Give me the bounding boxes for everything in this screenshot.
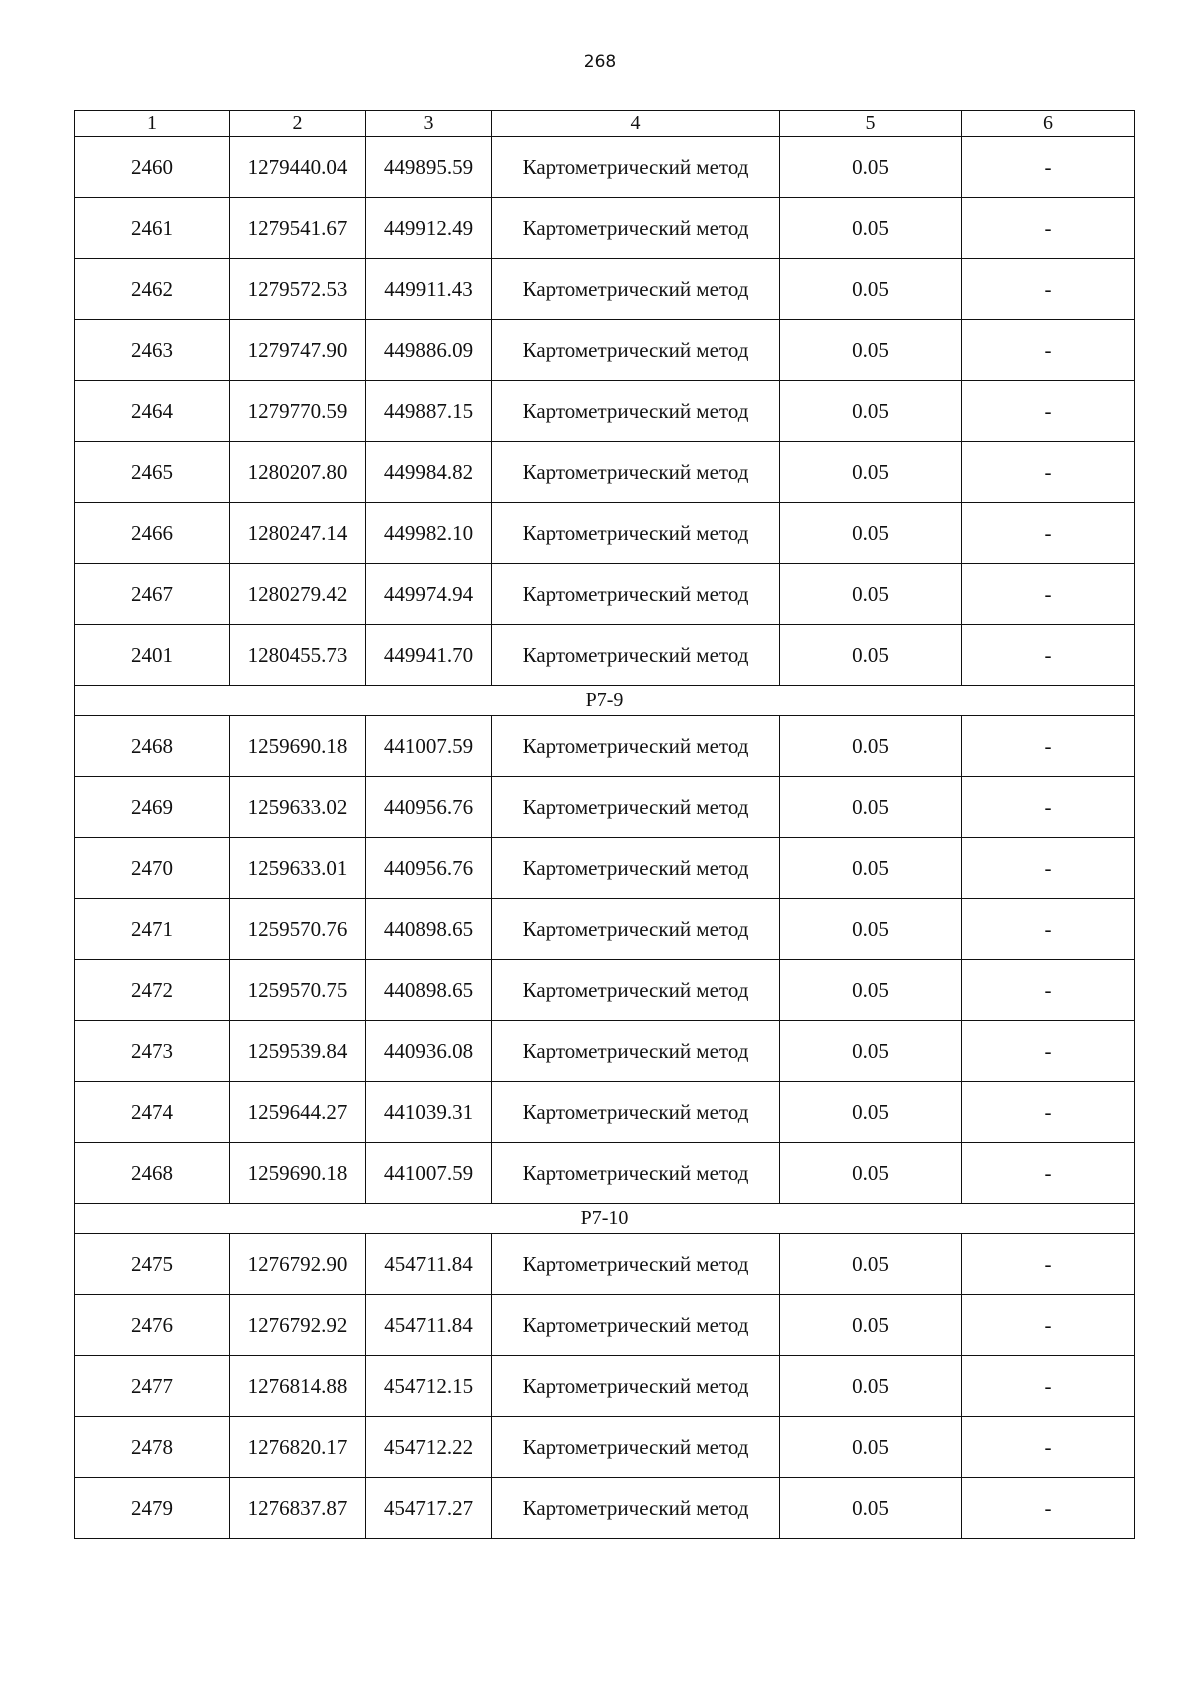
table-row — [75, 1021, 1135, 1082]
accuracy-cell: 0.05 — [780, 899, 962, 960]
column-header-2: 2 — [230, 111, 366, 137]
table-row — [75, 137, 1135, 198]
method-cell: Картометрический метод — [492, 259, 780, 320]
y-coordinate-cell: 449887.15 — [366, 381, 492, 442]
y-coordinate-cell: 449912.49 — [366, 198, 492, 259]
column-header-6: 6 — [962, 111, 1135, 137]
y-coordinate-cell: 440936.08 — [366, 1021, 492, 1082]
y-coordinate-cell: 449911.43 — [366, 259, 492, 320]
x-coordinate-cell: 1259570.76 — [230, 899, 366, 960]
accuracy-cell: 0.05 — [780, 137, 962, 198]
note-cell: - — [962, 1417, 1135, 1478]
accuracy-cell: 0.05 — [780, 564, 962, 625]
x-coordinate-cell: 1276837.87 — [230, 1478, 366, 1539]
method-cell: Картометрический метод — [492, 137, 780, 198]
method-cell: Картометрический метод — [492, 1295, 780, 1356]
x-coordinate-cell: 1279572.53 — [230, 259, 366, 320]
note-cell: - — [962, 320, 1135, 381]
y-coordinate-cell: 454712.15 — [366, 1356, 492, 1417]
y-coordinate-cell: 449982.10 — [366, 503, 492, 564]
accuracy-cell: 0.05 — [780, 1234, 962, 1295]
x-coordinate-cell: 1276820.17 — [230, 1417, 366, 1478]
note-cell: - — [962, 1021, 1135, 1082]
column-header-3: 3 — [366, 111, 492, 137]
accuracy-cell: 0.05 — [780, 1295, 962, 1356]
table-header — [75, 111, 1135, 137]
table-row — [75, 503, 1135, 564]
method-cell: Картометрический метод — [492, 198, 780, 259]
accuracy-cell: 0.05 — [780, 1417, 962, 1478]
method-cell: Картометрический метод — [492, 503, 780, 564]
method-cell: Картометрический метод — [492, 564, 780, 625]
table-row — [75, 381, 1135, 442]
table-row — [75, 899, 1135, 960]
y-coordinate-cell: 449974.94 — [366, 564, 492, 625]
y-coordinate-cell: 449895.59 — [366, 137, 492, 198]
point-number-cell: 2477 — [75, 1356, 230, 1417]
accuracy-cell: 0.05 — [780, 960, 962, 1021]
x-coordinate-cell: 1276792.90 — [230, 1234, 366, 1295]
point-number-cell: 2469 — [75, 777, 230, 838]
y-coordinate-cell: 441039.31 — [366, 1082, 492, 1143]
y-coordinate-cell: 440898.65 — [366, 960, 492, 1021]
accuracy-cell: 0.05 — [780, 503, 962, 564]
table-row — [75, 960, 1135, 1021]
note-cell: - — [962, 1082, 1135, 1143]
table-row — [75, 1143, 1135, 1204]
accuracy-cell: 0.05 — [780, 1143, 962, 1204]
accuracy-cell: 0.05 — [780, 381, 962, 442]
method-cell: Картометрический метод — [492, 1082, 780, 1143]
table-row — [75, 564, 1135, 625]
point-number-cell: 2464 — [75, 381, 230, 442]
x-coordinate-cell: 1259690.18 — [230, 1143, 366, 1204]
column-header-1: 1 — [75, 111, 230, 137]
y-coordinate-cell: 454717.27 — [366, 1478, 492, 1539]
point-number-cell: 2473 — [75, 1021, 230, 1082]
y-coordinate-cell: 454711.84 — [366, 1295, 492, 1356]
note-cell: - — [962, 960, 1135, 1021]
table-row — [75, 1082, 1135, 1143]
method-cell: Картометрический метод — [492, 960, 780, 1021]
y-coordinate-cell: 454711.84 — [366, 1234, 492, 1295]
y-coordinate-cell: 441007.59 — [366, 1143, 492, 1204]
section-title: P7-10 — [75, 1204, 1135, 1234]
point-number-cell: 2465 — [75, 442, 230, 503]
note-cell: - — [962, 259, 1135, 320]
x-coordinate-cell: 1280207.80 — [230, 442, 366, 503]
table-row — [75, 1356, 1135, 1417]
accuracy-cell: 0.05 — [780, 1478, 962, 1539]
point-number-cell: 2401 — [75, 625, 230, 686]
table-row — [75, 320, 1135, 381]
x-coordinate-cell: 1259539.84 — [230, 1021, 366, 1082]
accuracy-cell: 0.05 — [780, 259, 962, 320]
note-cell: - — [962, 1295, 1135, 1356]
method-cell: Картометрический метод — [492, 320, 780, 381]
point-number-cell: 2478 — [75, 1417, 230, 1478]
table-row — [75, 1478, 1135, 1539]
note-cell: - — [962, 564, 1135, 625]
note-cell: - — [962, 899, 1135, 960]
x-coordinate-cell: 1280247.14 — [230, 503, 366, 564]
method-cell: Картометрический метод — [492, 716, 780, 777]
method-cell: Картометрический метод — [492, 1478, 780, 1539]
method-cell: Картометрический метод — [492, 1143, 780, 1204]
point-number-cell: 2476 — [75, 1295, 230, 1356]
table-row — [75, 1417, 1135, 1478]
y-coordinate-cell: 441007.59 — [366, 716, 492, 777]
note-cell: - — [962, 716, 1135, 777]
y-coordinate-cell: 440956.76 — [366, 777, 492, 838]
column-header-5: 5 — [780, 111, 962, 137]
note-cell: - — [962, 442, 1135, 503]
section-row — [75, 686, 1135, 716]
method-cell: Картометрический метод — [492, 625, 780, 686]
note-cell: - — [962, 1234, 1135, 1295]
table-row — [75, 838, 1135, 899]
table-row — [75, 777, 1135, 838]
coordinates-table — [74, 110, 1135, 1539]
method-cell: Картометрический метод — [492, 838, 780, 899]
note-cell: - — [962, 1143, 1135, 1204]
y-coordinate-cell: 440956.76 — [366, 838, 492, 899]
note-cell: - — [962, 838, 1135, 899]
y-coordinate-cell: 449941.70 — [366, 625, 492, 686]
table-row — [75, 716, 1135, 777]
table-row — [75, 198, 1135, 259]
note-cell: - — [962, 381, 1135, 442]
accuracy-cell: 0.05 — [780, 625, 962, 686]
method-cell: Картометрический метод — [492, 777, 780, 838]
accuracy-cell: 0.05 — [780, 442, 962, 503]
point-number-cell: 2474 — [75, 1082, 230, 1143]
accuracy-cell: 0.05 — [780, 716, 962, 777]
point-number-cell: 2479 — [75, 1478, 230, 1539]
point-number-cell: 2467 — [75, 564, 230, 625]
note-cell: - — [962, 625, 1135, 686]
x-coordinate-cell: 1259644.27 — [230, 1082, 366, 1143]
note-cell: - — [962, 137, 1135, 198]
method-cell: Картометрический метод — [492, 899, 780, 960]
y-coordinate-cell: 449984.82 — [366, 442, 492, 503]
table-row — [75, 625, 1135, 686]
note-cell: - — [962, 503, 1135, 564]
x-coordinate-cell: 1259633.02 — [230, 777, 366, 838]
x-coordinate-cell: 1276792.92 — [230, 1295, 366, 1356]
table-body — [75, 137, 1135, 1539]
accuracy-cell: 0.05 — [780, 1021, 962, 1082]
method-cell: Картометрический метод — [492, 1234, 780, 1295]
point-number-cell: 2462 — [75, 259, 230, 320]
method-cell: Картометрический метод — [492, 1356, 780, 1417]
table-row — [75, 442, 1135, 503]
point-number-cell: 2463 — [75, 320, 230, 381]
y-coordinate-cell: 440898.65 — [366, 899, 492, 960]
x-coordinate-cell: 1280455.73 — [230, 625, 366, 686]
point-number-cell: 2466 — [75, 503, 230, 564]
x-coordinate-cell: 1279770.59 — [230, 381, 366, 442]
point-number-cell: 2475 — [75, 1234, 230, 1295]
column-header-4: 4 — [492, 111, 780, 137]
accuracy-cell: 0.05 — [780, 198, 962, 259]
table-row — [75, 1295, 1135, 1356]
x-coordinate-cell: 1259570.75 — [230, 960, 366, 1021]
x-coordinate-cell: 1280279.42 — [230, 564, 366, 625]
point-number-cell: 2460 — [75, 137, 230, 198]
x-coordinate-cell: 1279747.90 — [230, 320, 366, 381]
note-cell: - — [962, 1478, 1135, 1539]
note-cell: - — [962, 1356, 1135, 1417]
x-coordinate-cell: 1276814.88 — [230, 1356, 366, 1417]
point-number-cell: 2468 — [75, 1143, 230, 1204]
method-cell: Картометрический метод — [492, 381, 780, 442]
page-number: 268 — [583, 52, 617, 72]
x-coordinate-cell: 1259690.18 — [230, 716, 366, 777]
header-row — [75, 111, 1135, 137]
accuracy-cell: 0.05 — [780, 777, 962, 838]
method-cell: Картометрический метод — [492, 442, 780, 503]
table-row — [75, 1234, 1135, 1295]
accuracy-cell: 0.05 — [780, 320, 962, 381]
x-coordinate-cell: 1279541.67 — [230, 198, 366, 259]
point-number-cell: 2468 — [75, 716, 230, 777]
y-coordinate-cell: 449886.09 — [366, 320, 492, 381]
x-coordinate-cell: 1279440.04 — [230, 137, 366, 198]
point-number-cell: 2461 — [75, 198, 230, 259]
table-row — [75, 259, 1135, 320]
x-coordinate-cell: 1259633.01 — [230, 838, 366, 899]
section-row — [75, 1204, 1135, 1234]
point-number-cell: 2471 — [75, 899, 230, 960]
section-title: P7-9 — [75, 686, 1135, 716]
accuracy-cell: 0.05 — [780, 1082, 962, 1143]
note-cell: - — [962, 777, 1135, 838]
point-number-cell: 2472 — [75, 960, 230, 1021]
point-number-cell: 2470 — [75, 838, 230, 899]
method-cell: Картометрический метод — [492, 1417, 780, 1478]
note-cell: - — [962, 198, 1135, 259]
accuracy-cell: 0.05 — [780, 1356, 962, 1417]
method-cell: Картометрический метод — [492, 1021, 780, 1082]
accuracy-cell: 0.05 — [780, 838, 962, 899]
y-coordinate-cell: 454712.22 — [366, 1417, 492, 1478]
